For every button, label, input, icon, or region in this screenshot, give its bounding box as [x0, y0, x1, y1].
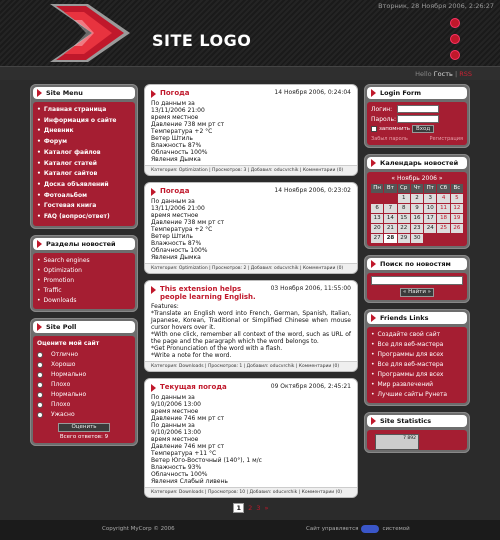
- arrow-icon: [151, 90, 156, 98]
- register-link[interactable]: Регистрация: [429, 136, 463, 142]
- post-meta: Категория: Optimization | Просмотров: 2 | Добавил: oducvrchik | Комментарии (0): [145, 263, 357, 273]
- arrow-icon: [371, 314, 376, 322]
- calendar-day[interactable]: 19: [451, 214, 463, 223]
- category-promotion[interactable]: • Promotion: [37, 276, 131, 286]
- calendar-grid: [371, 184, 463, 243]
- search-body: [367, 273, 467, 300]
- calendar-day[interactable]: 4: [437, 194, 449, 203]
- news-post: [144, 280, 358, 372]
- calendar-day[interactable]: 9: [411, 204, 423, 213]
- page-link[interactable]: 3: [256, 504, 261, 512]
- category-downloads[interactable]: • Downloads: [37, 296, 131, 306]
- poll-option[interactable]: Плохо: [37, 380, 131, 390]
- login-label: Логин:: [371, 105, 393, 113]
- arrow-icon: [371, 159, 376, 167]
- stats-block: [364, 412, 470, 453]
- post-meta: Категория: Optimization | Просмотров: 3 | Добавил: oducvrchik | Комментарии (0): [145, 165, 357, 175]
- calendar-day[interactable]: 16: [411, 214, 423, 223]
- calendar-day[interactable]: 27: [371, 234, 383, 243]
- arrow-icon: [371, 260, 376, 268]
- search-title: Поиск по новостям: [367, 258, 467, 270]
- calendar-day[interactable]: 6: [371, 204, 383, 213]
- stats-title: Site Statistics: [367, 415, 467, 427]
- ucoz-logo[interactable]: [361, 525, 379, 533]
- calendar-weekday: Пт: [424, 184, 436, 193]
- remember-label: запомнить: [379, 126, 411, 132]
- counter-value: 7 892: [403, 436, 416, 441]
- menu-item-board[interactable]: • Доска объявлений: [37, 180, 131, 191]
- header: [0, 0, 500, 66]
- post-body: По данным за 13/11/2006 21:00 время местное Давление 738 мм рт ст Температура +2 °C Ветер Штиль Влажность 87% Облачность 100% Явления Дымка: [151, 100, 225, 163]
- post-title[interactable]: This extension helps people learning English.: [151, 285, 261, 301]
- friend-link[interactable]: • Программы для всех: [371, 370, 463, 380]
- login-input[interactable]: [397, 105, 439, 113]
- login-block: [364, 84, 470, 148]
- arrow-icon: [151, 286, 156, 294]
- arrow-icon: [37, 240, 42, 248]
- radio-button[interactable]: [37, 402, 43, 408]
- home-icon[interactable]: [450, 18, 460, 28]
- page-next[interactable]: »: [264, 504, 269, 512]
- left-column: [30, 84, 138, 452]
- arrow-icon: [151, 188, 156, 196]
- powered-by: Сайт управляется системой: [306, 526, 410, 532]
- poll-option[interactable]: Хорошо: [37, 360, 131, 370]
- post-body: Features: *Translate an English word into French, German, Spanish, Italian, Japanese, Korean, Traditional or Simplified Chinese when mouse cursor hovers over it. *With one click, remember all context of the word, such as URL of the page and the paragraph which the word belongs to. *Get Pronunciation of the word with a flash. *Write a note for the word.: [151, 303, 351, 359]
- calendar-day[interactable]: 11: [437, 204, 449, 213]
- password-input[interactable]: [397, 115, 439, 123]
- login-icon[interactable]: [450, 50, 460, 60]
- calendar-weekday: Чт: [411, 184, 423, 193]
- calendar-day[interactable]: 29: [398, 234, 410, 243]
- post-date: 14 Ноября 2006, 0:24:04: [274, 89, 351, 96]
- menu-item-guestbook[interactable]: • Гостевая книга: [37, 201, 131, 212]
- page-current: 1: [233, 503, 244, 513]
- arrow-icon: [151, 384, 156, 392]
- site-menu-title: Site Menu: [33, 87, 135, 99]
- radio-button[interactable]: [37, 362, 43, 368]
- calendar-block: [364, 154, 470, 249]
- poll-option[interactable]: Плохо: [37, 400, 131, 410]
- footer: [0, 520, 500, 540]
- friend-link[interactable]: • Программы для всех: [371, 350, 463, 360]
- calendar-day[interactable]: 17: [424, 214, 436, 223]
- category-optimization[interactable]: • Optimization: [37, 266, 131, 276]
- visit-counter[interactable]: [375, 434, 419, 450]
- site-menu-list: [33, 102, 135, 226]
- radio-button[interactable]: [37, 382, 43, 388]
- menu-item-home[interactable]: • Главная страница: [37, 105, 131, 116]
- calendar-blank: [371, 194, 383, 203]
- header-date: Вторник, 28 Ноября 2006, 2:26:27: [378, 2, 494, 10]
- calendar-title: Календарь новостей: [367, 157, 467, 169]
- poll-option[interactable]: Нормально: [37, 370, 131, 380]
- calendar-day[interactable]: 24: [424, 224, 436, 233]
- calendar-day[interactable]: 8: [398, 204, 410, 213]
- menu-item-articles[interactable]: • Каталог статей: [37, 159, 131, 170]
- calendar-day[interactable]: 7: [384, 204, 396, 213]
- search-block: [364, 255, 470, 303]
- friend-link[interactable]: • Все для веб-мастера: [371, 340, 463, 350]
- calendar-day[interactable]: 21: [384, 224, 396, 233]
- calendar-blank: [384, 194, 396, 203]
- friend-link[interactable]: • Все для веб-мастера: [371, 360, 463, 370]
- calendar-day[interactable]: 30: [411, 234, 423, 243]
- poll-total: Всего ответов: 9: [59, 433, 109, 440]
- poll-question: Оцените мой сайт: [37, 339, 100, 347]
- radio-button[interactable]: [37, 392, 43, 398]
- login-title: Login Form: [367, 87, 467, 99]
- news-post: [144, 378, 358, 498]
- post-date: 14 Ноября 2006, 0:23:02: [274, 187, 351, 194]
- calendar-day[interactable]: 15: [398, 214, 410, 223]
- post-body: По данным за 13/11/2006 21:00 время местное Давление 738 мм рт ст Температура +2 °C Ветер Штиль Влажность 87% Облачность 100% Явления Дымка: [151, 198, 225, 261]
- calendar-body: [367, 172, 467, 246]
- calendar-day[interactable]: 23: [411, 224, 423, 233]
- search-input[interactable]: [371, 276, 463, 285]
- poll-option[interactable]: Отлично: [37, 350, 131, 360]
- post-meta: Категория: Downloads | Просмотров: 10 | Добавил: oducvrchik | Комментарии (0): [145, 487, 357, 497]
- copyright: Copyright MyCorp © 2006: [102, 526, 175, 532]
- post-title[interactable]: Текущая погода: [151, 383, 227, 392]
- menu-item-files[interactable]: • Каталог файлов: [37, 148, 131, 159]
- main-content: [144, 84, 358, 512]
- post-title[interactable]: Погода: [151, 187, 190, 196]
- calendar-weekday: Ср: [398, 184, 410, 193]
- calendar-weekday: Вт: [384, 184, 396, 193]
- arrow-icon: [37, 323, 42, 331]
- radio-button[interactable]: [37, 352, 43, 358]
- friends-title: Friends Links: [367, 312, 467, 324]
- friend-link[interactable]: • Создайте свой сайт: [371, 330, 463, 340]
- calendar-day[interactable]: 20: [371, 224, 383, 233]
- friend-link[interactable]: • Мир развлечений: [371, 380, 463, 390]
- calendar-day[interactable]: 14: [384, 214, 396, 223]
- radio-button[interactable]: [37, 372, 43, 378]
- category-search-engines[interactable]: • Search engines: [37, 256, 131, 266]
- news-categories-block: [30, 235, 138, 312]
- calendar-day[interactable]: 3: [424, 194, 436, 203]
- site-logo[interactable]: SITE LOGO: [152, 31, 252, 50]
- logo-chevron-icon: [50, 2, 140, 64]
- site-menu-block: [30, 84, 138, 229]
- password-label: Пароль:: [371, 115, 397, 123]
- calendar-day[interactable]: 18: [437, 214, 449, 223]
- calendar-day[interactable]: 2: [411, 194, 423, 203]
- poll-block: [30, 318, 138, 446]
- stats-body: [367, 430, 467, 450]
- login-button[interactable]: Вход: [412, 125, 434, 133]
- friend-link[interactable]: • Лучшие сайты Рунета: [371, 390, 463, 400]
- page-link[interactable]: 2: [248, 504, 253, 512]
- menu-item-forum[interactable]: • Форум: [37, 137, 131, 148]
- news-categories-list: [33, 253, 135, 309]
- calendar-day[interactable]: 12: [451, 204, 463, 213]
- vote-button[interactable]: Оценить: [58, 423, 110, 432]
- calendar-weekday: Сб: [437, 184, 449, 193]
- pagination: [144, 504, 358, 512]
- post-date: 03 Ноября 2006, 11:55:00: [270, 285, 351, 292]
- calendar-day[interactable]: 1: [398, 194, 410, 203]
- post-date: 09 Октября 2006, 2:45:21: [270, 383, 351, 390]
- rss-link[interactable]: RSS: [459, 70, 472, 78]
- menu-item-about[interactable]: • Информация о сайте: [37, 116, 131, 127]
- search-button[interactable]: « Найти »: [400, 288, 434, 297]
- friends-list: [367, 327, 467, 403]
- calendar-month-nav[interactable]: « Ноябрь 2006 »: [391, 175, 443, 182]
- post-title[interactable]: Погода: [151, 89, 190, 98]
- friends-block: [364, 309, 470, 406]
- calendar-weekday: Пн: [371, 184, 383, 193]
- right-column: [364, 84, 470, 459]
- menu-item-photo[interactable]: • Фотоальбом: [37, 191, 131, 202]
- menu-item-blog[interactable]: • Дневник: [37, 126, 131, 137]
- radio-button[interactable]: [37, 412, 43, 418]
- news-categories-title: Разделы новостей: [33, 238, 135, 250]
- calendar-weekday: Вс: [451, 184, 463, 193]
- login-form: [367, 102, 467, 145]
- poll-body: [33, 336, 135, 443]
- calendar-day[interactable]: 22: [398, 224, 410, 233]
- hello-text: Hello Гость | RSS: [415, 70, 472, 78]
- arrow-icon: [371, 417, 376, 425]
- poll-title: Site Poll: [33, 321, 135, 333]
- news-post: [144, 84, 358, 176]
- menu-item-sites[interactable]: • Каталог сайтов: [37, 169, 131, 180]
- calendar-day[interactable]: 5: [451, 194, 463, 203]
- calendar-day[interactable]: 26: [451, 224, 463, 233]
- arrow-icon: [371, 89, 376, 97]
- poll-option[interactable]: Нормально: [37, 390, 131, 400]
- hello-bar: [0, 66, 500, 80]
- calendar-day[interactable]: 28: [384, 234, 396, 243]
- menu-item-faq[interactable]: • FAQ (вопрос/ответ): [37, 212, 131, 223]
- forgot-link[interactable]: Забыл пароль: [371, 136, 408, 142]
- remember-checkbox[interactable]: [371, 126, 377, 132]
- arrow-icon: [37, 89, 42, 97]
- category-traffic[interactable]: • Traffic: [37, 286, 131, 296]
- calendar-day[interactable]: 10: [424, 204, 436, 213]
- poll-option[interactable]: Ужасно: [37, 410, 131, 420]
- post-body: По данным за 9/10/2006 13:00 время местное Давление 746 мм рт ст По данным за 9/10/2006 13:00 время местное Давление 746 мм рт ст Температура +11 °C Ветер Юго-Восточный (140°), 1 м/с Влажность 93% Облачность 100% Явления Слабый ливень: [151, 394, 262, 485]
- post-meta: Категория: Downloads | Просмотров: 1 | Добавил: oducvrchik | Комментарии (0): [145, 361, 357, 371]
- calendar-day[interactable]: 25: [437, 224, 449, 233]
- username: Гость: [433, 70, 453, 78]
- news-post: [144, 182, 358, 274]
- register-icon[interactable]: [450, 34, 460, 44]
- calendar-day[interactable]: 13: [371, 214, 383, 223]
